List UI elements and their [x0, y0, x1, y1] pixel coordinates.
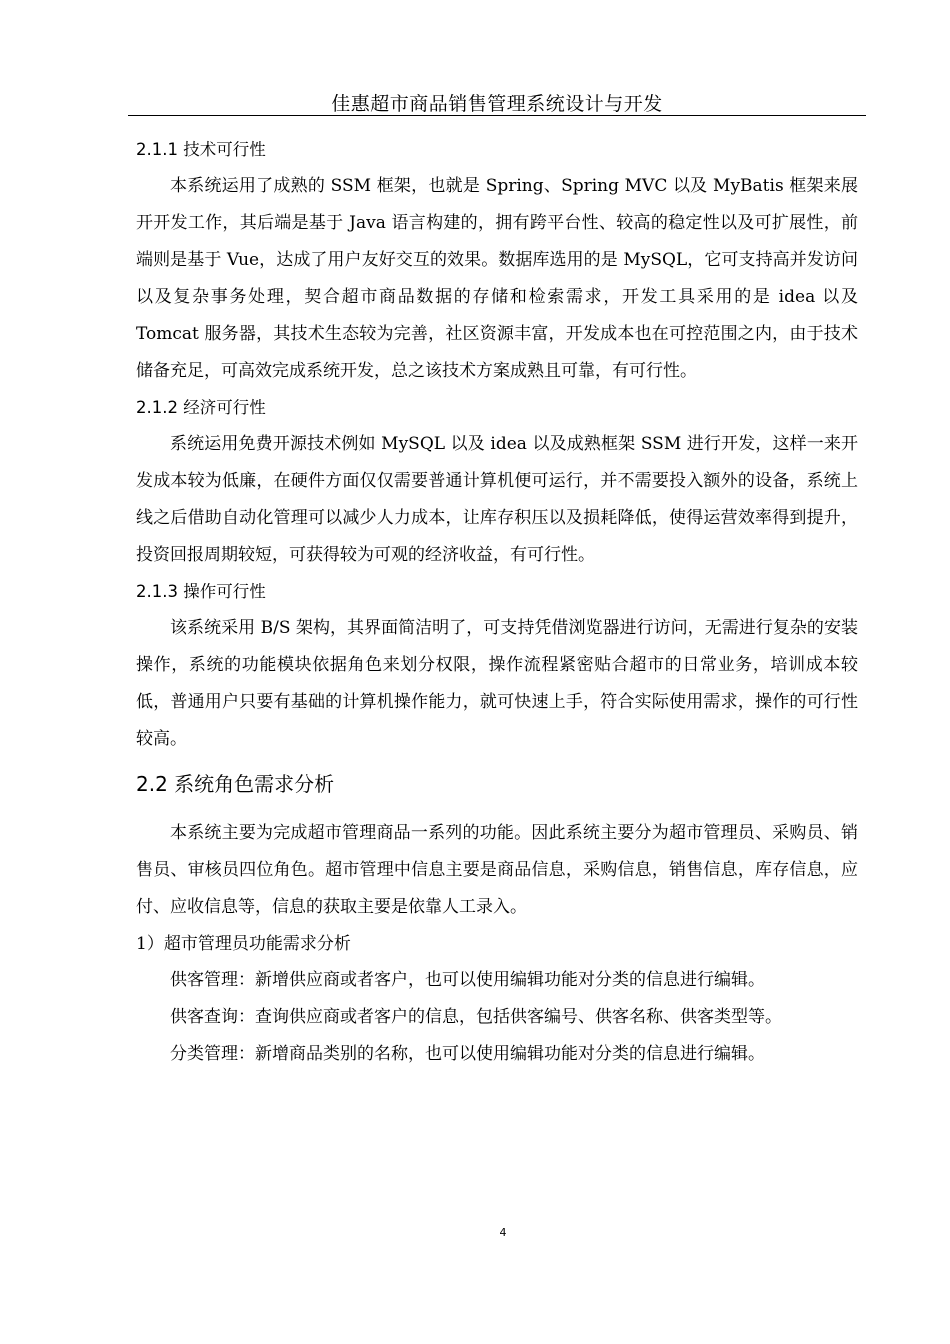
heading-2-1-2: 2.1.2 经济可行性: [136, 398, 266, 417]
list-item: 供客管理：新增供应商或者客户，也可以使用编辑功能对分类的信息进行编辑。: [170, 970, 765, 990]
paragraph-operational-feasibility: 该系统采用 B/S 架构，其界面简洁明了，可支持凭借浏览器进行访问，无需进行复杂的安装操作，系统的功能模块依据角色来划分权限，操作流程紧密贴合超市的日常业务，培训成本较低，普通用户只要有基础的计算机操作能力，就可快速上手，符合实际使用需求，操作的可行性较高。: [136, 618, 858, 749]
heading-2-1-3: 2.1.3 操作可行性: [136, 582, 266, 601]
list-item: 分类管理：新增商品类别的名称，也可以使用编辑功能对分类的信息进行编辑。: [170, 1044, 765, 1064]
list-label-admin-requirements: 1）超市管理员功能需求分析: [136, 934, 351, 954]
paragraph-technical-feasibility: 本系统运用了成熟的 SSM 框架，也就是 Spring、Spring MVC 以及 MyBatis 框架来展开开发工作，其后端是基于 Java 语言构建的，拥有跨平台性、较高的稳定性以及可扩展性，前端则是基于 Vue，达成了用户友好交互的效果。数据库选用的是 MySQL，它可支持高并发访问以及复杂事务处理，契合超市商品数据的存储和检索需求，开发工具采用的是 idea 以及 Tomcat 服务器，其技术生态较为完善，社区资源丰富，开发成本也在可控范围之内，由于技术储备充足，可高效完成系统开发，总之该技术方案成熟且可靠，有可行性。: [136, 176, 858, 381]
paragraph-role-requirements: 本系统主要为完成超市管理商品一系列的功能。因此系统主要分为超市管理员、采购员、销售员、审核员四位角色。超市管理中信息主要是商品信息，采购信息，销售信息，库存信息，应付、应收信息等，信息的获取主要是依靠人工录入。: [136, 823, 858, 917]
document-body: [136, 132, 858, 1073]
heading-2-2: 2.2 系统角色需求分析: [136, 772, 335, 796]
header-rule: [128, 115, 866, 116]
page-number: 4: [499, 1226, 507, 1239]
paragraph-economic-feasibility: 系统运用免费开源技术例如 MySQL 以及 idea 以及成熟框架 SSM 进行开发，这样一来开发成本较为低廉，在硬件方面仅仅需要普通计算机便可运行，并不需要投入额外的设备，系统上线之后借助自动化管理可以减少人力成本，让库存积压以及损耗降低，使得运营效率得到提升，投资回报周期较短，可获得较为可观的经济收益，有可行性。: [136, 434, 858, 565]
heading-2-1-1: 2.1.1 技术可行性: [136, 140, 266, 159]
running-header-title: 佳惠超市商品销售管理系统设计与开发: [331, 93, 663, 115]
list-item: 供客查询：查询供应商或者客户的信息，包括供客编号、供客名称、供客类型等。: [170, 1007, 782, 1027]
